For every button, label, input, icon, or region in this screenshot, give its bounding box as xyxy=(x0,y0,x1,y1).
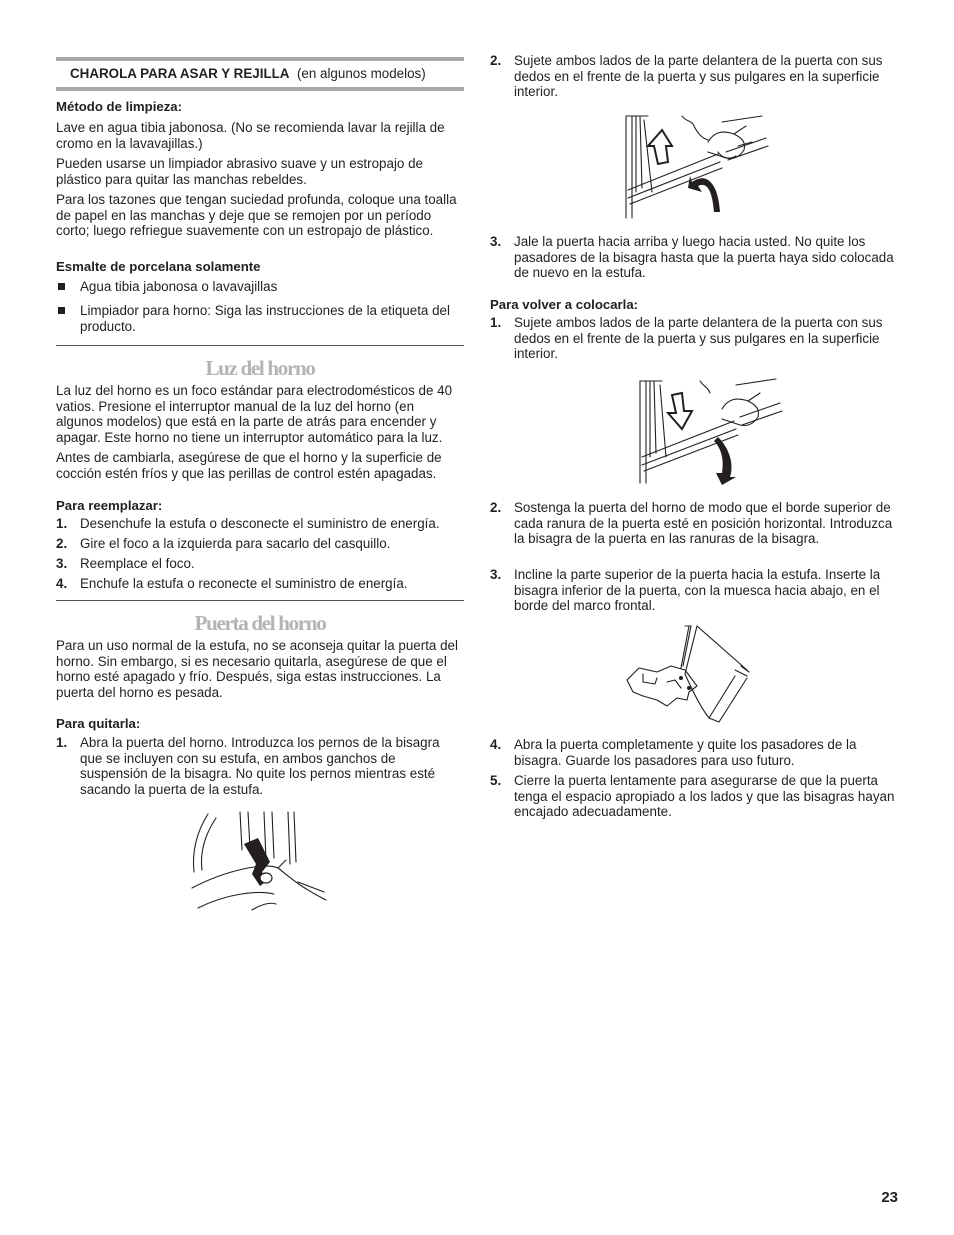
quitarla-heading: Para quitarla: xyxy=(56,716,141,731)
metodo-paragraph-3: Para los tazones que tengan suciedad profunda, coloque una toalla de papel en las manchas y deje que se remojen por un período corto; luego refriegue suavemente con un estropajo de plástico. xyxy=(56,192,457,239)
door-lift-illustration xyxy=(622,112,772,220)
list-item: 2. Gire el foco a la izquierda para sacarlo del casquillo. xyxy=(56,536,391,551)
colocar-heading: Para volver a colocarla: xyxy=(490,297,639,312)
colocar-step-2 xyxy=(490,500,898,547)
colocar-step-3 xyxy=(490,567,898,614)
list-item: 3. Incline la parte superior de la puerta hacia la estufa. Inserte la bisagra inferior de la puerta, con la muesca hacia abajo, en el borde del marco frontal. xyxy=(490,567,881,614)
colocar-step-1 xyxy=(490,315,898,362)
luz-section-title: Luz del horno xyxy=(205,356,315,380)
door-replace-illustration xyxy=(636,377,786,485)
quitarla-steps xyxy=(56,735,464,797)
hinge-insert-illustration xyxy=(623,622,751,724)
section-divider xyxy=(56,345,464,346)
list-item: 5. Cierre la puerta lentamente para asegurarse de que la puerta tenga el espacio apropiado a los lados y que las bisagras hayan encajado adecuadamente. xyxy=(490,773,895,820)
metodo-heading: Método de limpieza: xyxy=(56,99,183,114)
reemplazar-heading: Para reemplazar: xyxy=(56,498,163,513)
box-bottom-bar xyxy=(56,87,464,91)
list-item: 2. Sostenga la puerta del horno de modo que el borde superior de cada ranura de la puerta esté en posición horizontal. Introduzca la bisagra de la puerta en las ranuras de la bisagra. xyxy=(490,500,893,547)
list-item: 3. Jale la puerta hacia arriba y luego hacia usted. No quite los pasadores de la bisagra hasta que la puerta haya sido colocada de nuevo en la estufa. xyxy=(490,234,894,281)
esmalte-list xyxy=(56,279,464,295)
puerta-section-title: Puerta del horno xyxy=(194,611,326,635)
page-number: 23 xyxy=(881,1189,898,1206)
list-item: Agua tibia jabonosa o lavavajillas xyxy=(56,279,464,295)
colocar-step-5 xyxy=(490,773,898,820)
section-divider xyxy=(56,600,464,601)
reemplazar-steps xyxy=(56,516,464,596)
box-title-bold: CHAROLA PARA ASAR Y REJILLA xyxy=(70,66,290,81)
list-item: 1. Abra la puerta del horno. Introduzca los pernos de la bisagra que se incluyen con su estufa, en ambos ganchos de suspensión de la bisagra. No quite los pernos mientras esté sacando la puerta de la estufa. xyxy=(56,735,440,797)
list-item: 2. Sujete ambos lados de la parte delantera de la puerta con sus dedos en el frente de la puerta y sus pulgares en la superficie interior. xyxy=(490,53,883,100)
list-item: 4. Abra la puerta completamente y quite los pasadores de la bisagra. Guarde los pasadores para uso futuro. xyxy=(490,737,857,768)
esmalte-heading: Esmalte de porcelana solamente xyxy=(56,259,261,274)
esmalte-list-2 xyxy=(56,303,464,334)
metodo-paragraph-1: Lave en agua tibia jabonosa. (No se recomienda lavar la rejilla de cromo en la lavavajillas.) xyxy=(56,120,445,151)
list-item: 3. Reemplace el foco. xyxy=(56,556,195,571)
quitar-steps-2 xyxy=(490,53,898,100)
box-title xyxy=(56,66,478,82)
hinge-pin-illustration xyxy=(186,808,336,914)
list-item: 1. Sujete ambos lados de la parte delantera de la puerta con sus dedos en el frente de la puerta y sus pulgares en la superficie interior. xyxy=(490,315,883,362)
colocar-step-4 xyxy=(490,737,898,768)
list-item: Limpiador para horno: Siga las instrucciones de la etiqueta del producto. xyxy=(56,303,464,334)
list-item: 1. Desenchufe la estufa o desconecte el suministro de energía. xyxy=(56,516,440,531)
box-top-bar xyxy=(56,57,464,61)
luz-paragraph-1: La luz del horno es un foco estándar para electrodomésticos de 40 vatios. Presione el interruptor manual de la luz del horno (en algunos modelos) que está en la parte de atrás para encender y apagar. Este horno no tiene un interruptor automático para la luz. xyxy=(56,383,453,445)
metodo-paragraph-2: Pueden usarse un limpiador abrasivo suave y un estropajo de plástico para quitar las manchas rebeldes. xyxy=(56,156,423,187)
puerta-paragraph: Para un uso normal de la estufa, no se aconseja quitar la puerta del horno. Sin embargo, si es necesario quitarla, asegúrese de que el horno esté apagado y frío. Después, siga estas instrucciones. La puerta del horno es pesada. xyxy=(56,638,458,700)
box-title-note: (en algunos modelos) xyxy=(296,66,426,81)
quitar-steps-3 xyxy=(490,234,898,281)
luz-paragraph-2: Antes de cambiarla, asegúrese de que el horno y la superficie de cocción estén fríos y que las perillas de control estén apagadas. xyxy=(56,450,442,481)
list-item: 4. Enchufe la estufa o reconecte el suministro de energía. xyxy=(56,576,408,591)
